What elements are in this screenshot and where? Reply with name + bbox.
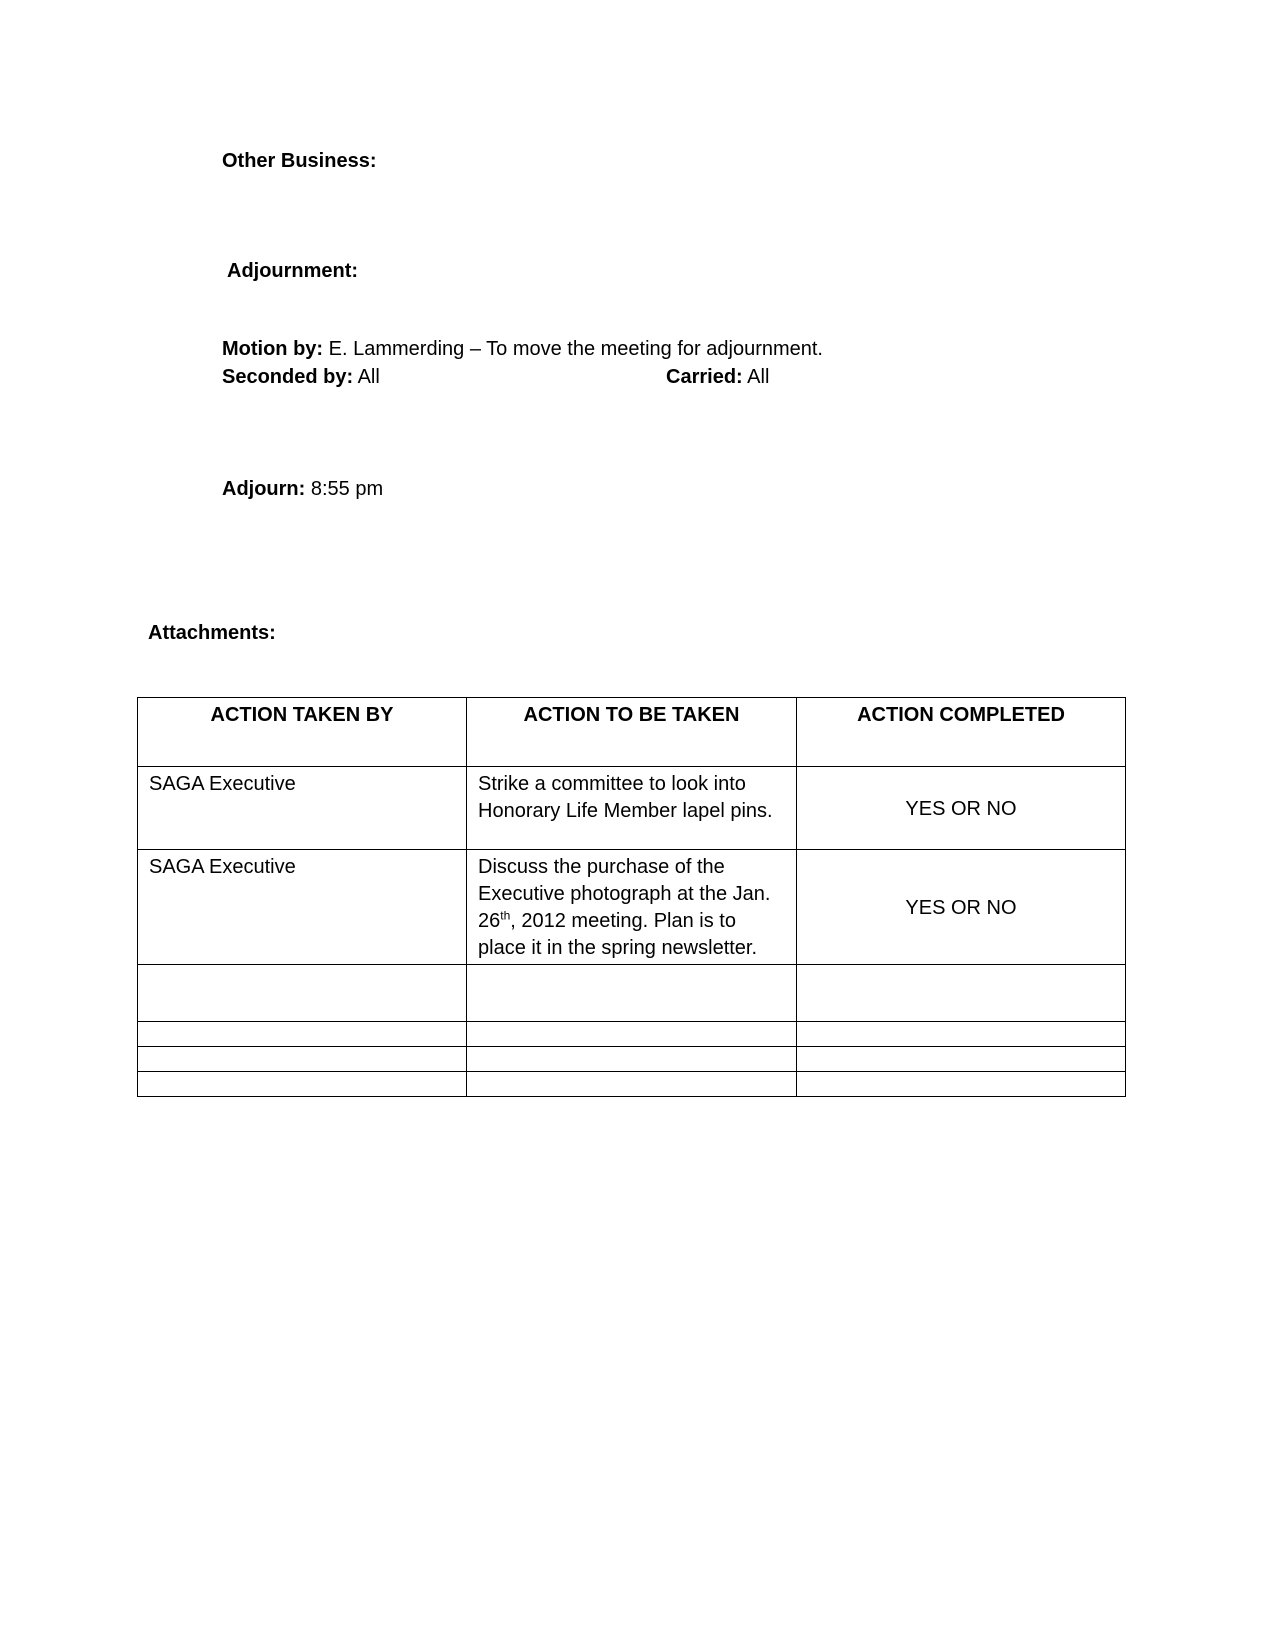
empty-cell <box>797 965 1126 1022</box>
motion-label: Motion by: <box>222 338 324 360</box>
empty-cell <box>138 1047 467 1072</box>
empty-cell <box>138 1022 467 1047</box>
cell-action-completed: YES OR NO <box>797 767 1126 850</box>
adjournment-heading: Adjournment: <box>227 260 359 282</box>
empty-cell <box>138 1072 467 1097</box>
header-action-completed: ACTION COMPLETED <box>797 698 1126 767</box>
motion-value: E. Lammerding – To move the meeting for adjournment. <box>328 338 823 360</box>
carried-value: All <box>747 366 770 388</box>
table-row <box>138 767 1126 850</box>
table-row <box>138 965 1126 1022</box>
carried-line <box>666 366 769 389</box>
empty-cell <box>797 1072 1126 1097</box>
adjourn-line <box>222 478 383 501</box>
action-text-part: , 2012 meeting. Plan is to place it in the spring newsletter. <box>478 910 758 959</box>
ordinal-suffix: th <box>500 908 511 923</box>
empty-cell <box>467 965 797 1022</box>
adjourn-label: Adjourn: <box>222 478 306 500</box>
other-business-heading: Other Business: <box>222 150 377 172</box>
action-text-part: Discuss the purchase of the Executive photograph at the Jan. 26 <box>478 856 771 932</box>
table-row <box>138 1072 1126 1097</box>
table-header-row <box>138 698 1126 767</box>
header-action-taken-by: ACTION TAKEN BY <box>138 698 467 767</box>
header-action-to-be-taken: ACTION TO BE TAKEN <box>467 698 797 767</box>
cell-action-taken-by: SAGA Executive <box>138 767 467 850</box>
table-row <box>138 1022 1126 1047</box>
cell-action-completed: YES OR NO <box>797 850 1126 965</box>
cell-action-taken-by: SAGA Executive <box>138 850 467 965</box>
table-row <box>138 850 1126 965</box>
action-items-table <box>137 697 1126 1097</box>
empty-cell <box>467 1022 797 1047</box>
table-row <box>138 1047 1126 1072</box>
cell-action-to-be-taken: Strike a committee to look into Honorary Life Member lapel pins. <box>467 767 797 850</box>
empty-cell <box>797 1022 1126 1047</box>
empty-cell <box>467 1072 797 1097</box>
empty-cell <box>138 965 467 1022</box>
motion-line <box>222 338 823 361</box>
carried-label: Carried: <box>666 366 743 388</box>
cell-action-to-be-taken <box>467 850 797 965</box>
seconded-value: All <box>357 366 380 388</box>
empty-cell <box>467 1047 797 1072</box>
seconded-label: Seconded by: <box>222 366 354 388</box>
seconded-line <box>222 366 380 389</box>
attachments-heading: Attachments: <box>148 622 276 644</box>
empty-cell <box>797 1047 1126 1072</box>
adjourn-time: 8:55 pm <box>310 478 384 500</box>
